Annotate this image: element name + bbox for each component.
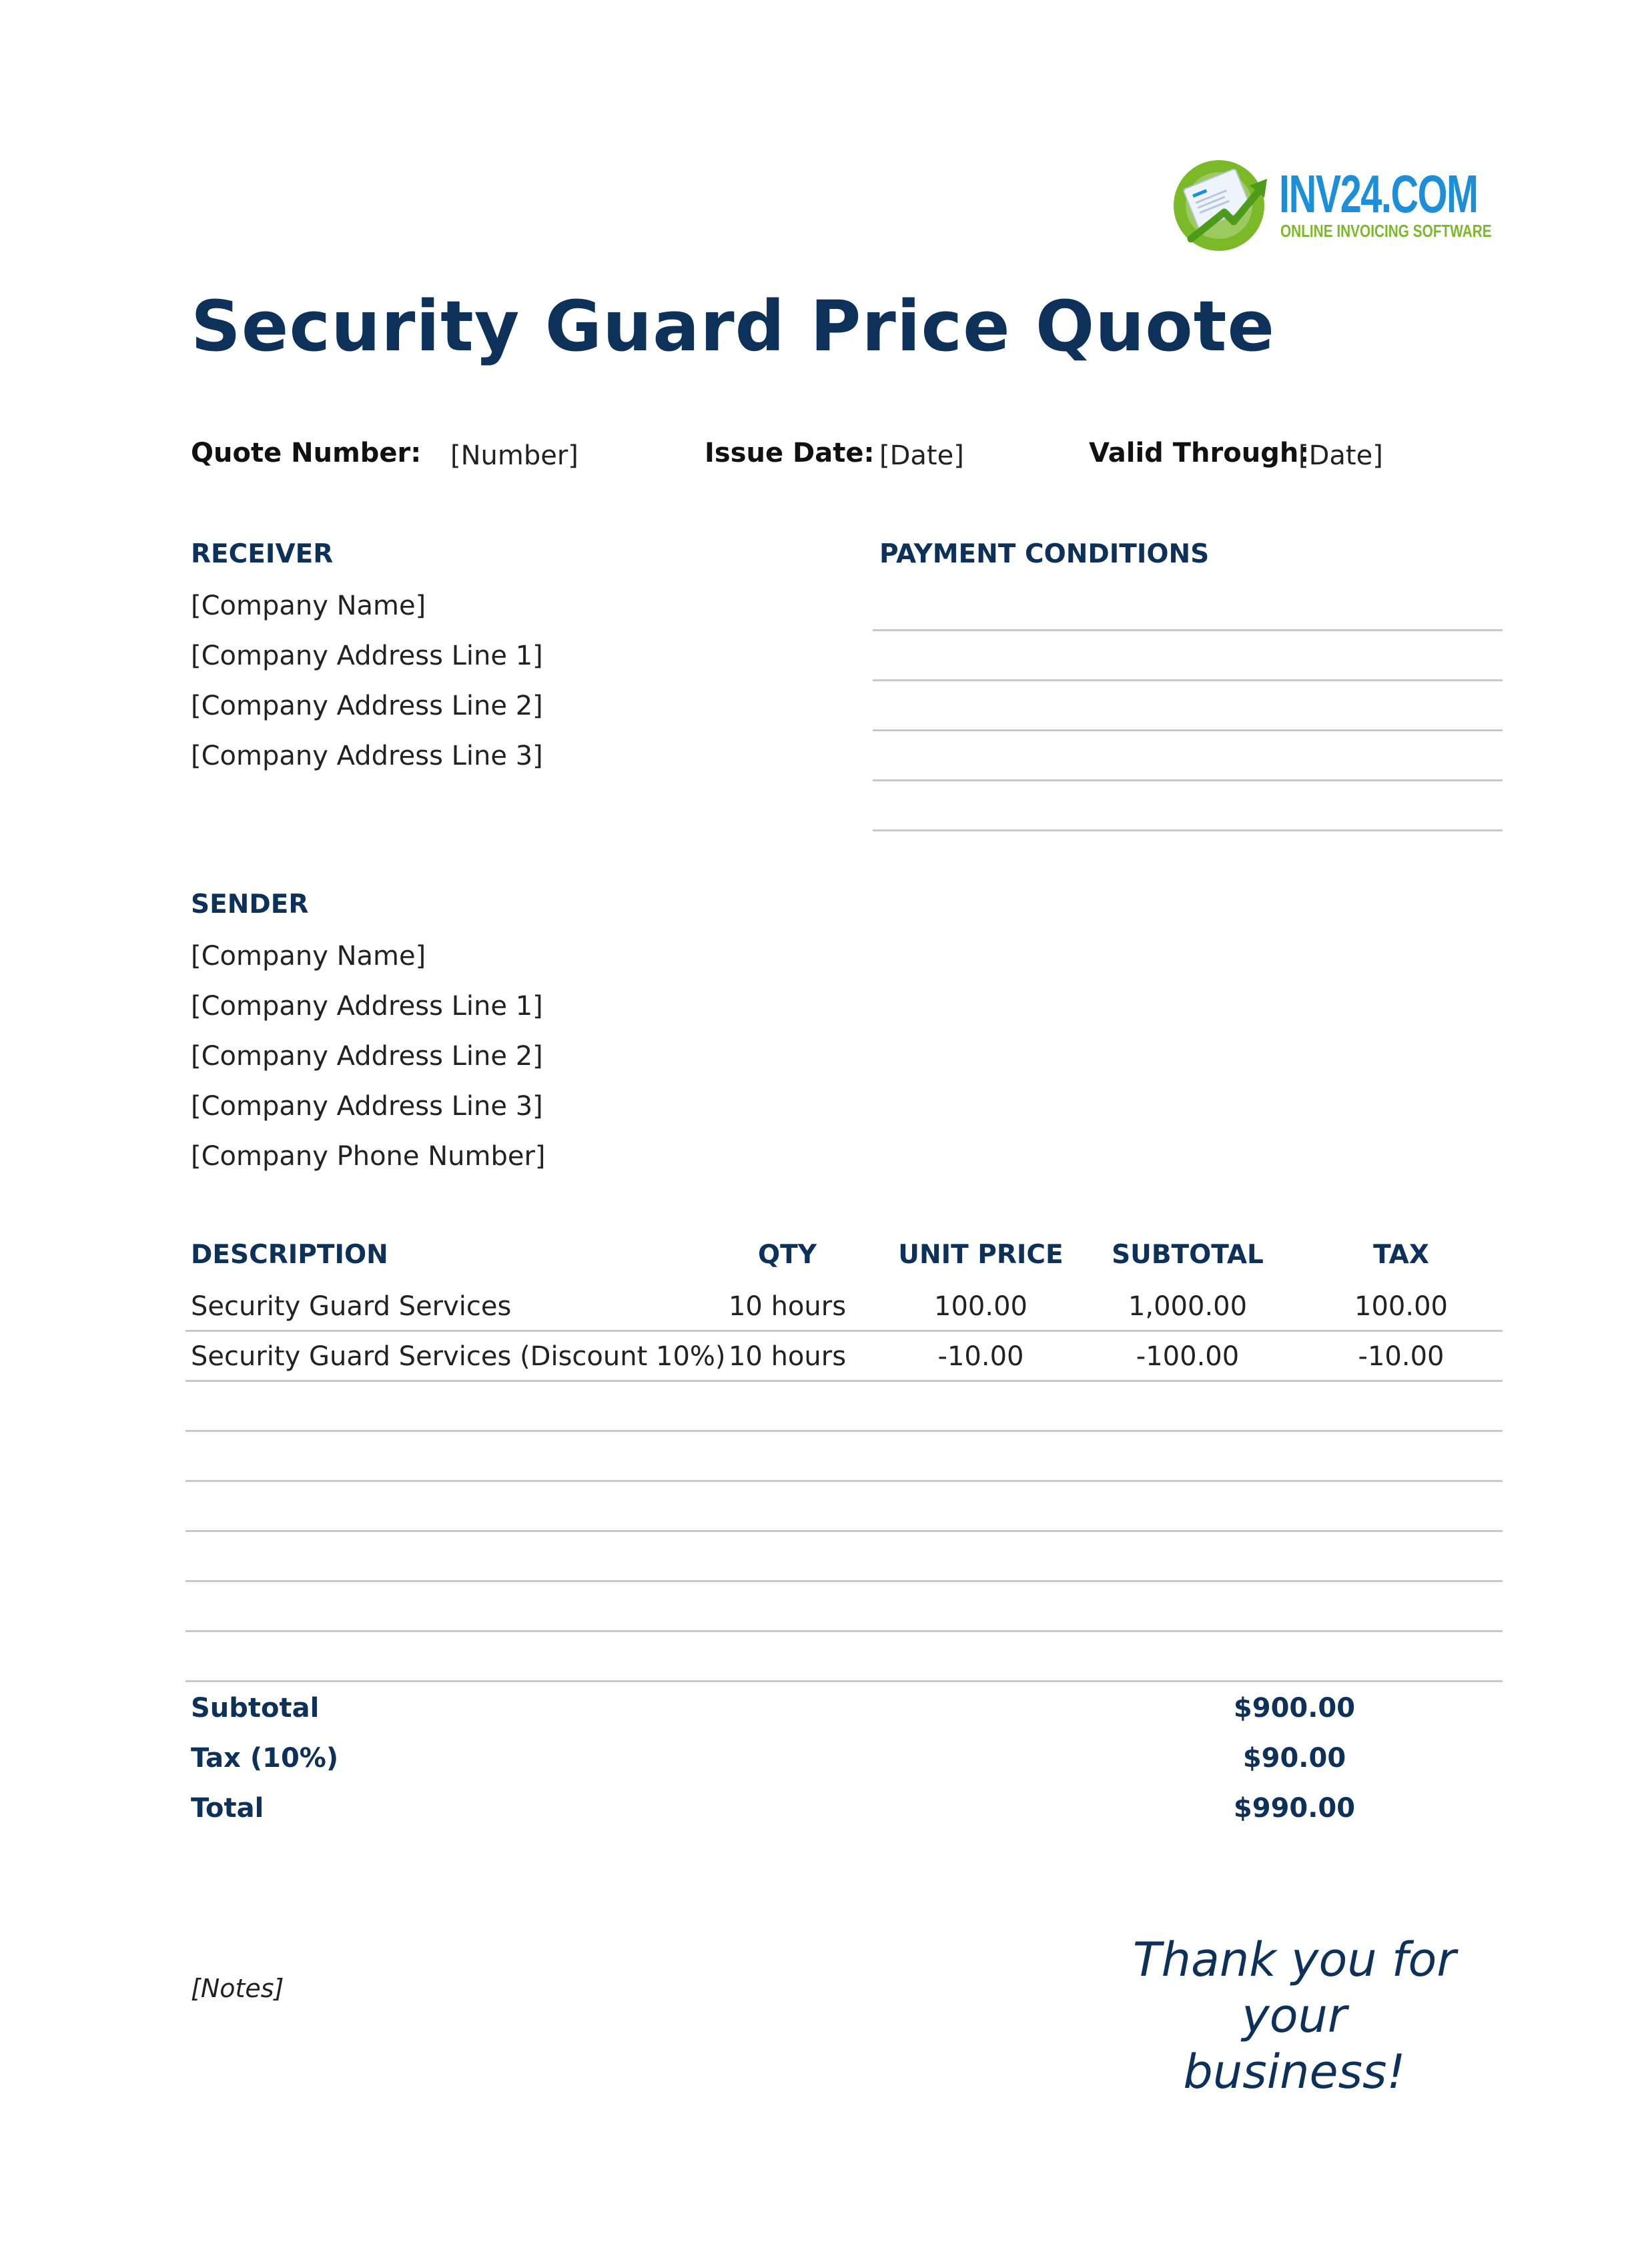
row-subtotal: 1,000.00: [1128, 1291, 1248, 1322]
table-row-divider: [185, 1480, 1503, 1482]
sender-address-line-2: [Company Address Line 2]: [191, 1041, 543, 1072]
payment-conditions-heading: PAYMENT CONDITIONS: [879, 539, 1210, 569]
col-header-unit-price: UNIT PRICE: [898, 1240, 1064, 1270]
row-unit-price: -10.00: [937, 1341, 1024, 1372]
issue-date-label: Issue Date:: [705, 438, 875, 468]
total-label: Total: [191, 1793, 264, 1824]
sender-address-line-3: [Company Address Line 3]: [191, 1091, 543, 1122]
logo-brand-text: INV24.COM: [1279, 164, 1478, 224]
payment-conditions-line[interactable]: [873, 679, 1503, 681]
row-unit-price: 100.00: [934, 1291, 1027, 1322]
col-header-subtotal: SUBTOTAL: [1112, 1240, 1264, 1270]
receiver-heading: RECEIVER: [191, 539, 334, 569]
receiver-company-name: [Company Name]: [191, 591, 426, 621]
table-row-divider: [185, 1580, 1503, 1582]
tax-value: $90.00: [1242, 1743, 1346, 1774]
row-tax: 100.00: [1354, 1291, 1448, 1322]
issue-date-value: [Date]: [879, 440, 964, 471]
payment-conditions-line[interactable]: [873, 779, 1503, 781]
row-description: Security Guard Services (Discount 10%): [191, 1341, 726, 1372]
col-header-qty: QTY: [758, 1240, 817, 1270]
subtotal-label: Subtotal: [191, 1693, 320, 1724]
col-header-tax: TAX: [1373, 1240, 1429, 1270]
row-tax: -10.00: [1358, 1341, 1444, 1372]
row-description: Security Guard Services: [191, 1291, 512, 1322]
valid-through-label: Valid Through:: [1089, 438, 1310, 468]
table-row-divider: [185, 1330, 1503, 1332]
col-header-description: DESCRIPTION: [191, 1240, 388, 1270]
total-value: $990.00: [1233, 1793, 1356, 1824]
logo-tagline: ONLINE INVOICING SOFTWARE: [1280, 221, 1492, 241]
company-logo: [1171, 150, 1492, 257]
sender-heading: SENDER: [191, 889, 309, 919]
table-row-divider: [185, 1680, 1503, 1682]
table-row-divider: [185, 1530, 1503, 1532]
sender-phone-number: [Company Phone Number]: [191, 1141, 546, 1172]
tax-label: Tax (10%): [191, 1743, 339, 1774]
payment-conditions-line[interactable]: [873, 629, 1503, 631]
receiver-address-line-2: [Company Address Line 2]: [191, 691, 543, 721]
receiver-address-line-3: [Company Address Line 3]: [191, 741, 543, 771]
quote-number-label: Quote Number:: [191, 438, 422, 468]
payment-conditions-line[interactable]: [873, 829, 1503, 831]
table-row-divider: [185, 1630, 1503, 1632]
table-row-divider: [185, 1380, 1503, 1382]
thank-you-message: [1081, 1932, 1508, 2100]
thank-you-line-1: Thank you for your: [1132, 1932, 1457, 2043]
row-subtotal: -100.00: [1136, 1341, 1240, 1372]
sender-address-line-1: [Company Address Line 1]: [191, 991, 543, 1022]
quote-number-value: [Number]: [450, 440, 578, 471]
logo-emblem-icon: [1171, 153, 1271, 254]
payment-conditions-line[interactable]: [873, 729, 1503, 731]
table-row-divider: [185, 1430, 1503, 1432]
sender-company-name: [Company Name]: [191, 941, 426, 972]
page-title: Security Guard Price Quote: [191, 286, 1275, 367]
notes-text: [Notes]: [191, 1974, 284, 2003]
row-qty: 10 hours: [728, 1291, 847, 1322]
thank-you-line-2: business!: [1183, 2044, 1406, 2099]
receiver-address-line-1: [Company Address Line 1]: [191, 641, 543, 671]
valid-through-value: [Date]: [1298, 440, 1383, 471]
subtotal-value: $900.00: [1233, 1693, 1356, 1724]
row-qty: 10 hours: [728, 1341, 847, 1372]
